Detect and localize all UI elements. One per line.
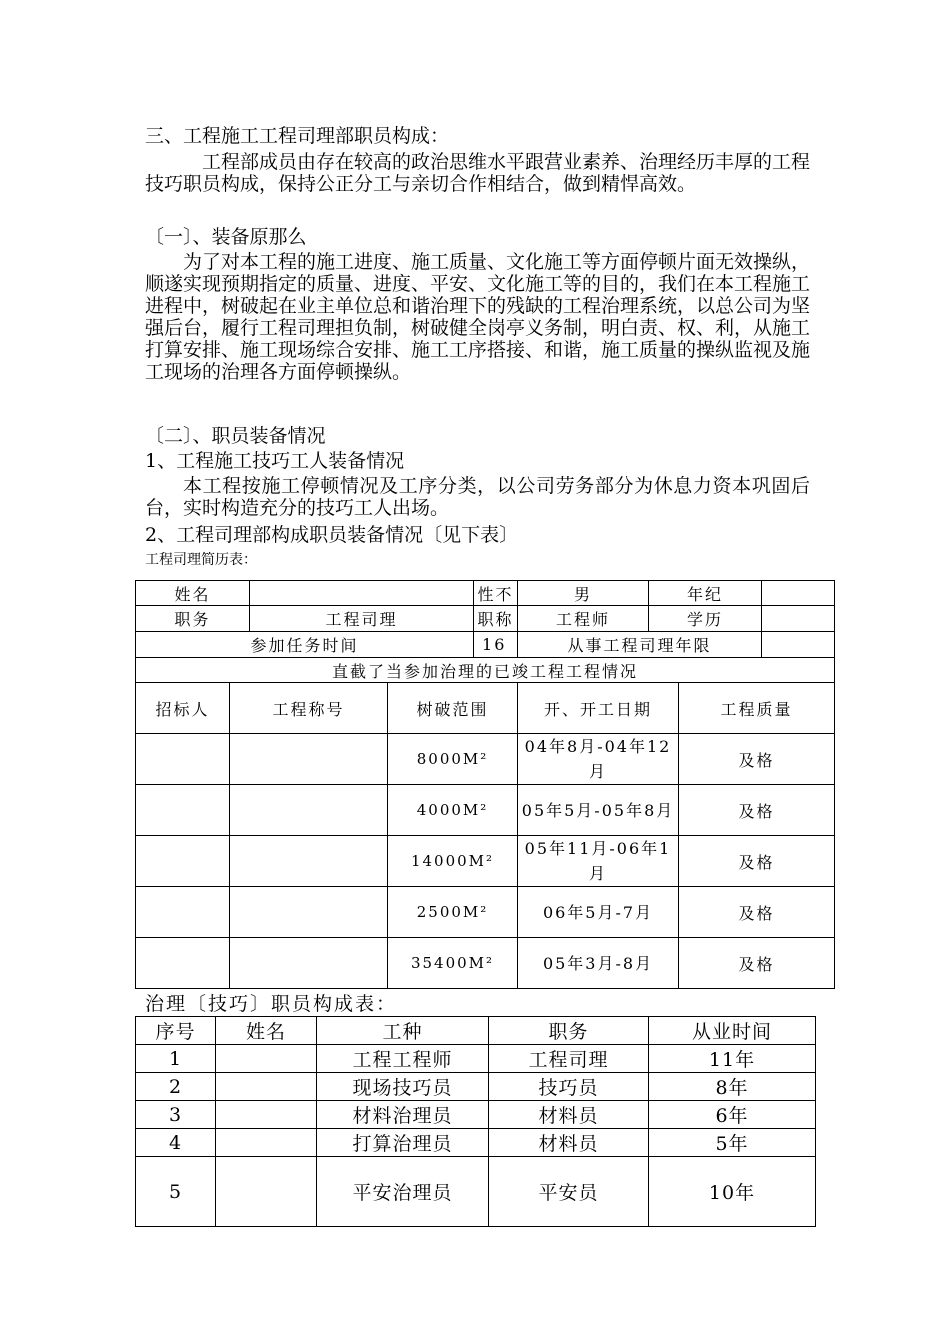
staff-name <box>216 1045 317 1073</box>
table-row <box>136 887 835 938</box>
position-value: 工程司理 <box>250 606 474 632</box>
name-value <box>250 581 474 606</box>
name-label: 姓名 <box>136 581 250 606</box>
staff-header-trade: 工种 <box>317 1017 489 1045</box>
staff-no: 4 <box>136 1129 216 1157</box>
pm-years-value <box>762 632 835 658</box>
staff-duty: 材料员 <box>489 1101 649 1129</box>
staff-no: 3 <box>136 1101 216 1129</box>
staff-duty: 平安员 <box>489 1157 649 1227</box>
table-row <box>136 785 835 836</box>
staff-no: 1 <box>136 1045 216 1073</box>
item2-heading: 2、工程司理部构成职员装备情况〔见下表〕 <box>145 524 519 546</box>
staff-duty: 技巧员 <box>489 1073 649 1101</box>
projects-header-name: 工程称号 <box>230 683 388 734</box>
project-quality: 及格 <box>679 887 835 938</box>
table-row <box>136 1045 816 1073</box>
project-scale: 14000M² <box>388 836 518 887</box>
staff-header-no: 序号 <box>136 1017 216 1045</box>
project-bidder <box>136 887 230 938</box>
staff-no: 5 <box>136 1157 216 1227</box>
staff-years: 11年 <box>649 1045 816 1073</box>
projects-header-dates: 开、开工日期 <box>518 683 679 734</box>
table-row <box>136 1129 816 1157</box>
staff-trade: 材料治理员 <box>317 1101 489 1129</box>
project-dates: 05年11月-06年1月 <box>518 836 679 887</box>
projects-heading: 直截了当参加治理的已竣工程工程情况 <box>136 658 835 683</box>
staff-name <box>216 1129 317 1157</box>
sub1-paragraph: 为了对本工程的施工进度、施工质量、文化施工等方面停顿片面无效操纵，顺遂实现预期指定的质量、进度、平安、文化施工等的目的，我们在本工程施工进程中，树破起在业主单位总和谐治理下的残缺的工程治理系统，以总公司为坚强后台，履行工程司理担负制，树破健全岗亭义务制，明白责、权、利，从施工打算安排、施工现场综合安排、施工工序搭接、和谐，施工质量的操纵监视及施工现场的治理各方面停顿操纵。 <box>145 251 811 383</box>
section-heading: 三、工程施工工程司理部职员构成： <box>145 125 450 147</box>
staff-table <box>135 1016 816 1227</box>
project-dates: 05年3月-8月 <box>518 938 679 989</box>
education-label: 学历 <box>649 606 762 632</box>
project-dates: 04年8月-04年12月 <box>518 734 679 785</box>
pm-years-label: 从事工程司理年限 <box>518 632 762 658</box>
gender-label: 性不 <box>474 581 518 606</box>
staff-no: 2 <box>136 1073 216 1101</box>
table-row <box>136 734 835 785</box>
staff-years: 8年 <box>649 1073 816 1101</box>
staff-header-years: 从业时间 <box>649 1017 816 1045</box>
table-row <box>136 836 835 887</box>
project-scale: 2500M² <box>388 887 518 938</box>
staff-header-duty: 职务 <box>489 1017 649 1045</box>
staff-years: 6年 <box>649 1101 816 1129</box>
staff-duty: 材料员 <box>489 1129 649 1157</box>
staff-trade: 现场技巧员 <box>317 1073 489 1101</box>
staff-trade: 打算治理员 <box>317 1129 489 1157</box>
item1-heading: 1、工程施工技巧工人装备情况 <box>145 450 405 472</box>
age-label: 年纪 <box>649 581 762 606</box>
project-bidder <box>136 734 230 785</box>
education-value <box>762 606 835 632</box>
project-quality: 及格 <box>679 938 835 989</box>
project-quality: 及格 <box>679 836 835 887</box>
table-row <box>136 1073 816 1101</box>
work-time-label: 参加任务时间 <box>136 632 474 658</box>
project-scale: 35400M² <box>388 938 518 989</box>
staff-header-name: 姓名 <box>216 1017 317 1045</box>
project-dates: 06年5月-7月 <box>518 887 679 938</box>
table1-caption: 工程司理简历表： <box>145 552 257 568</box>
table-row <box>136 1157 816 1227</box>
project-bidder <box>136 836 230 887</box>
staff-years: 10年 <box>649 1157 816 1227</box>
project-dates: 05年5月-05年8月 <box>518 785 679 836</box>
staff-trade: 平安治理员 <box>317 1157 489 1227</box>
gender-value: 男 <box>518 581 649 606</box>
item1-paragraph: 本工程按施工停顿情况及工序分类，以公司劳务部分为休息力资本巩固后台，实时构造充分的技巧工人出场。 <box>145 475 810 519</box>
project-name <box>230 785 388 836</box>
staff-name <box>216 1073 317 1101</box>
sub1-heading: 〔一〕、装备原那么 <box>145 226 307 248</box>
table-row <box>136 1101 816 1129</box>
staff-name <box>216 1157 317 1227</box>
staff-years: 5年 <box>649 1129 816 1157</box>
project-name <box>230 938 388 989</box>
project-name <box>230 836 388 887</box>
title-label: 职称 <box>474 606 518 632</box>
project-name <box>230 734 388 785</box>
sub2-heading: 〔二〕、职员装备情况 <box>145 425 326 447</box>
table2-caption: 治理〔技巧〕职员构成表： <box>145 993 398 1015</box>
projects-header-scale: 树破范围 <box>388 683 518 734</box>
project-scale: 8000M² <box>388 734 518 785</box>
pm-resume-table <box>135 580 835 989</box>
table-row <box>136 938 835 989</box>
age-value <box>762 581 835 606</box>
intro-paragraph: 工程部成员由存在较高的政治思维水平跟营业素养、治理经历丰厚的工程技巧职员构成，保持公正分工与亲切合作相结合，做到精悍高效。 <box>145 151 811 195</box>
project-quality: 及格 <box>679 734 835 785</box>
staff-trade: 工程工程师 <box>317 1045 489 1073</box>
staff-duty: 工程司理 <box>489 1045 649 1073</box>
project-bidder <box>136 938 230 989</box>
projects-header-bidder: 招标人 <box>136 683 230 734</box>
project-quality: 及格 <box>679 785 835 836</box>
position-label: 职务 <box>136 606 250 632</box>
project-bidder <box>136 785 230 836</box>
title-value: 工程师 <box>518 606 649 632</box>
projects-header-quality: 工程质量 <box>679 683 835 734</box>
project-scale: 4000M² <box>388 785 518 836</box>
project-name <box>230 887 388 938</box>
staff-name <box>216 1101 317 1129</box>
work-time-value: 16 <box>474 632 518 658</box>
